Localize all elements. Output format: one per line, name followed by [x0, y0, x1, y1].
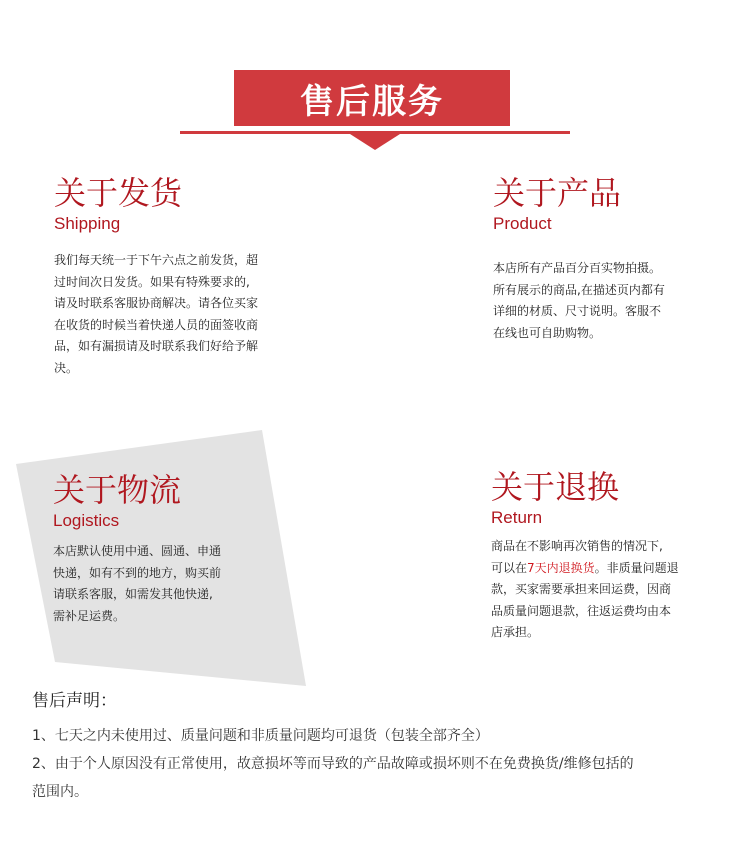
shipping-subtitle: Shipping: [54, 214, 121, 233]
logistics-subtitle: Logistics: [53, 511, 120, 530]
shipping-line: 决。: [54, 360, 79, 375]
shipping-line: 过时间次日发货。如果有特殊要求的,: [54, 274, 250, 289]
return-line: 品质量问题退款，往返运费均由本: [491, 603, 672, 618]
shipping-title: 关于发货: [54, 174, 183, 212]
return-line: 款，买家需要承担来回运费，因商: [491, 582, 672, 596]
return-title: 关于退换: [491, 468, 620, 506]
product-line: 在线也可自助购物。: [493, 325, 602, 340]
product-subtitle: Product: [493, 214, 552, 233]
shipping-line: 我们每天统一于下午六点之前发货，超: [54, 253, 259, 267]
return-line-suffix: 。非质量问题退: [594, 560, 679, 575]
product-line: 所有展示的商品,在描述页内都有: [493, 282, 665, 297]
logistics-line: 需补足运费。: [53, 608, 126, 623]
shipping-line: 品，如有漏损请及时联系我们好给予解: [54, 339, 259, 353]
product-line: 本店所有产品百分百实物拍摄。: [493, 261, 662, 275]
logistics-line: 请联系客服，如需发其他快递,: [53, 587, 213, 601]
return-line: 商品在不影响再次销售的情况下,: [491, 539, 663, 553]
shipping-line: 在收货的时候当着快递人员的面签收商: [54, 317, 259, 332]
shipping-line: 请及时联系客服协商解决。请各位买家: [54, 296, 259, 310]
product-section: [493, 175, 703, 344]
banner-arrow-icon: [350, 134, 400, 150]
shipping-section: [54, 175, 300, 379]
return-section: [491, 469, 701, 644]
return-subtitle: Return: [491, 508, 543, 527]
logistics-line: 快递，如有不到的地方，购买前: [53, 565, 222, 580]
return-body: [491, 536, 701, 644]
product-title: 关于产品: [493, 174, 622, 212]
logistics-line: 本店默认使用中通、圆通、申通: [53, 544, 222, 558]
logistics-section: [53, 472, 263, 627]
return-line: [491, 558, 701, 580]
return-line-prefix: 可以在: [491, 560, 528, 575]
banner-title: 售后服务: [234, 70, 510, 126]
product-line: 详细的材质、尺寸说明。客服不: [493, 304, 662, 318]
logistics-title: 关于物流: [53, 471, 182, 509]
shipping-body: [54, 250, 300, 379]
return-highlight: 7天内退换货: [527, 560, 595, 575]
declaration-title: 售后声明：: [32, 691, 117, 711]
logistics-body: [53, 541, 263, 627]
declaration-item-2-line-2: 范围内。: [32, 784, 88, 800]
product-body: [493, 258, 703, 344]
declaration-item-2-line-1: 2、由于个人原因没有正常使用，故意损坏等而导致的产品故障或损坏则不在免费换货/维修包括的: [32, 756, 634, 772]
return-line: 店承担。: [491, 625, 540, 639]
declaration-section: [32, 688, 732, 806]
declaration-item-1: 1、七天之内未使用过、质量问题和非质量问题均可退货（包装全部齐全）: [32, 728, 489, 744]
